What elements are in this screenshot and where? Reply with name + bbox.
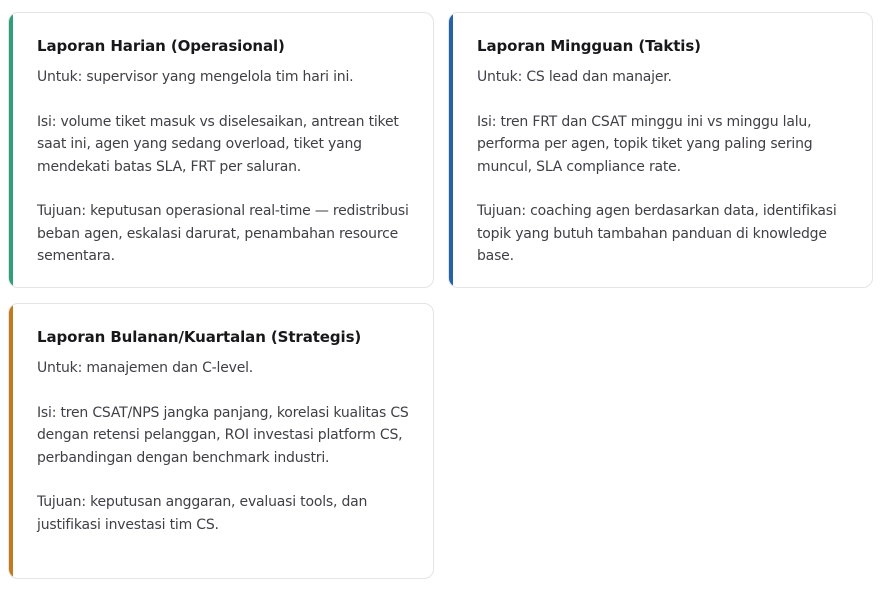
card-contents: Isi: tren FRT dan CSAT minggu ini vs minggu lalu, performa per agen, topik tiket yang paling sering muncul, SLA compliance rate.	[477, 113, 813, 175]
card-accent-bar	[9, 304, 13, 578]
card-accent-bar	[449, 13, 453, 287]
card-contents: Isi: tren CSAT/NPS jangka panjang, korelasi kualitas CS dengan retensi pelanggan, ROI investasi platform CS, perbandingan dengan benchmark industri.	[37, 404, 409, 466]
card-title: Laporan Bulanan/Kuartalan (Strategis)	[37, 328, 362, 346]
report-card-daily	[8, 12, 434, 288]
card-audience: Untuk: manajemen dan C-level.	[37, 360, 254, 376]
card-goal: Tujuan: keputusan operasional real-time — redistribusi beban agen, eskalasi darurat, penambahan resource sementara.	[37, 203, 409, 264]
report-card-weekly	[448, 12, 873, 288]
card-content	[477, 35, 858, 268]
card-goal: Tujuan: coaching agen berdasarkan data, identifikasi topik yang butuh tambahan panduan di knowledge base.	[477, 203, 837, 264]
card-contents: Isi: volume tiket masuk vs diselesaikan, antrean tiket saat ini, agen yang sedang overload, tiket yang mendekati batas SLA, FRT per saluran.	[37, 113, 399, 175]
card-audience: Untuk: CS lead dan manajer.	[477, 69, 672, 85]
card-accent-bar	[9, 13, 13, 287]
card-audience: Untuk: supervisor yang mengelola tim hari ini.	[37, 69, 354, 85]
card-content	[37, 35, 419, 268]
card-title: Laporan Mingguan (Taktis)	[477, 37, 701, 55]
report-card-monthly	[8, 303, 434, 579]
card-goal: Tujuan: keputusan anggaran, evaluasi tools, dan justifikasi investasi tim CS.	[37, 494, 368, 533]
card-content	[37, 326, 419, 536]
card-title: Laporan Harian (Operasional)	[37, 37, 285, 55]
